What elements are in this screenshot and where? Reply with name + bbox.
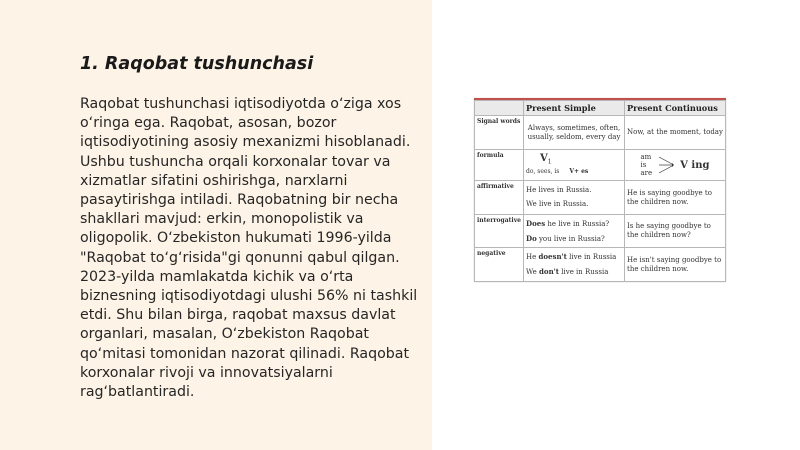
- grammar-table: [474, 100, 726, 282]
- cell-negative-continuous: He isn't saying goodbye to the children now.: [625, 248, 726, 282]
- v-ing-label: V ing: [680, 159, 710, 171]
- cell-affirmative-simple: He lives in Russia. We live in Russia.: [524, 181, 625, 215]
- row-label-interrogative: interrogative: [475, 214, 524, 248]
- cell-signal-simple: Always, sometimes, often, usually, seldom, every day: [524, 116, 625, 150]
- formula-v1: $V_1$: [540, 153, 552, 166]
- row-label-affirmative: affirmative: [475, 181, 524, 215]
- cell-signal-continuous: Now, at the moment, today: [625, 116, 726, 150]
- row-label-negative: negative: [475, 248, 524, 282]
- table-header-row: [475, 101, 726, 116]
- slide-title: 1. Raqobat tushunchasi: [80, 54, 314, 74]
- table-row-negative: [475, 248, 726, 282]
- row-label-formula: formula: [475, 149, 524, 181]
- converging-arrows-icon: [658, 154, 674, 176]
- slide-body-text: Raqobat tushunchasi iqtisodiyotda o‘ziga xos o‘ringa ega. Raqobat, asosan, bozor iqtisodiyotining asosiy mexanizmi hisoblanadi. Ushbu tushuncha orqali korxonalar tovar va xizmatlar sifatini oshirishga, narxlarni pasaytirishga intiladi. Raqobatning bir necha shakllari mavjud: erkin, monopolistik va oligopolik. O‘zbekiston hukumati 1996-yilda "Raqobat to‘g‘risida"gi qonunni qabul qilgan. 2023-yilda mamlakatda kichik va o‘rta biznesning iqtisodiyotdagi ulushi 56% ni tashkil etdi. Shu bilan birga, raqobat maxsus davlat organlari, masalan, O‘zbekiston Raqobat qo‘mitasi tomonidan nazorat qilinadi. Raqobat korxonalar rivoji va innovatsiyalarni rag‘batlantiradi.: [80, 96, 418, 401]
- cell-interrogative-continuous: Is he saying goodbye to the children now?: [625, 214, 726, 248]
- cell-affirmative-continuous: He is saying goodbye to the children now.: [625, 181, 726, 215]
- grammar-table-image: [474, 98, 726, 282]
- header-present-simple: Present Simple: [524, 101, 625, 116]
- cell-formula-simple: [524, 149, 625, 181]
- formula-continuous-diagram: [627, 153, 723, 177]
- aux-verbs: am is are: [640, 153, 653, 178]
- header-corner: [475, 101, 524, 116]
- table-row-formula: [475, 149, 726, 181]
- header-present-continuous: Present Continuous: [625, 101, 726, 116]
- cell-negative-simple: He doesn't live in Russia We don't live in Russia: [524, 248, 625, 282]
- cell-interrogative-simple: Does he live in Russia? Do you live in Russia?: [524, 214, 625, 248]
- table-row-affirmative: [475, 181, 726, 215]
- row-label-signal-words: Signal words: [475, 116, 524, 150]
- cell-formula-continuous: [625, 149, 726, 181]
- formula-simple-forms: do, sees, is V+ es: [526, 167, 589, 175]
- table-row-signal-words: [475, 116, 726, 150]
- table-row-interrogative: [475, 214, 726, 248]
